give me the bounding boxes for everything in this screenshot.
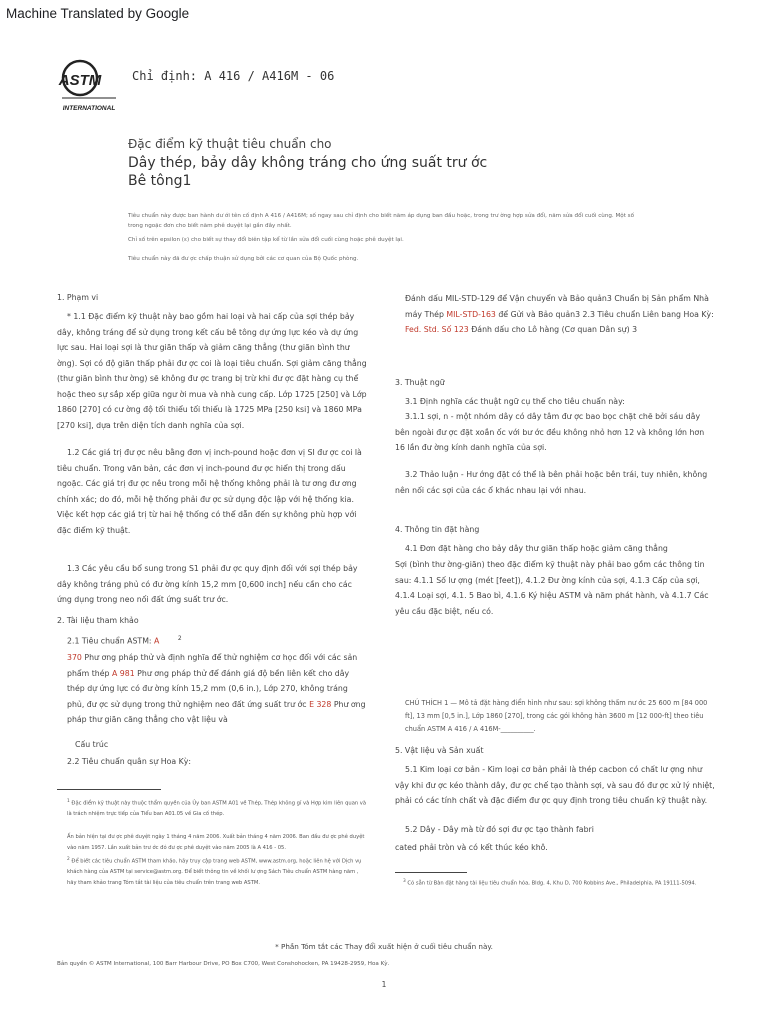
translation-banner	[0, 0, 768, 32]
note-1: CHÚ THÍCH 1 — Mô tả đặt hàng điển hình như sau: sợi không thấm nư ớc 25 600 m [84 000 ft], 13 mm [0,5 in.], Lớp 1860 [270], trong các gói không hàn 3600 m [12 000-ft] theo tiêu chuẩn ASTM A 416 / A 416M-__________.	[405, 699, 708, 733]
para-1-2: 1.2 Các giá trị đư ợc nêu bằng đơn vị inch-pound hoặc đơn vị SI đư ợc coi là tiêu chuẩn. Trong văn bản, các đơn vị inch-pound đư ợc hiển thị trong dấu ngoặc. Các giá trị đư ợc nêu trong mỗi hệ thống không phải là tư ơng đư ơng chính xác; do đó, mỗi hệ thống phải đư ợc sử dụng độc lập với hệ thống kia. Việc kết hợp các giá trị từ hai hệ thống có thể dẫn đến sự không phù hợp với đặc điểm kỹ thuật.	[57, 448, 362, 535]
mil-std-129-text: Đánh dấu MIL-STD-129 để Vận chuyển và Bảo quản3 Chuẩn bị Sản phẩm Nhà máy Thép	[405, 294, 709, 319]
footnote-2-text: Để biết các tiêu chuẩn ASTM tham khảo, hãy truy cập trang web ASTM, www.astm.org, hoặc liên hệ với Dịch vụ khách hàng của ASTM tại service@astm.org. Để biết thông tin về khối lư ợng Sách Tiêu chuẩn ASTM hàng năm , hãy tham khảo trang Tóm tắt tài liệu của tiêu chuẩn trên trang web ASTM.	[67, 858, 362, 886]
para-2-1	[67, 631, 182, 649]
ref-e328-title: Phư ơng pháp thư giãn căng thẳng cho vật liệu và	[67, 699, 366, 724]
footnote-rule-left	[57, 789, 161, 790]
footnote-1-text: Đặc điểm kỹ thuật này thuộc thẩm quyền của Ủy ban ASTM A01 về Thép, Thép không gỉ và Hợp kim liên quan và là trách nhiệm trực tiếp của Tiểu ban A01.05 về Gia cố thép.	[67, 800, 367, 818]
summary-of-changes-note: * Phần Tóm tắt các Thay đổi xuất hiện ở cuối tiêu chuẩn này.	[275, 942, 493, 951]
front-matter-dod: Tiêu chuẩn này đã đư ợc chấp thuận sử dụng bởi các cơ quan của Bộ Quốc phòng.	[128, 256, 359, 262]
para-1-3: 1.3 Các yêu cầu bổ sung trong S1 phải đư ợc quy định đối với sợi thép bảy dây không tráng phủ có đư ờng kính 15,2 mm [0,600 inch] nếu cần cho các ứng dụng trong neo nối đất ứng suất trư ớc.	[57, 564, 358, 604]
ref-a370-title: Phư ơng pháp thử và định nghĩa để thử nghiệm cơ học đối với các sản phẩm thép	[67, 653, 358, 678]
page-number: 1	[381, 980, 387, 989]
svg-text:ASTM: ASTM	[58, 72, 102, 89]
para-4-1-cont: Sợi (bình thư ờng-giãn) theo đặc điểm kỹ thuật này phải bao gồm các thông tin sau: 4.1.1 Số lư ợng (mét [feet]), 4.1.2 Đư ờng kính của sợi, 4.1.3 Cấp của sợi, 4.1.4 Loại sợi, 4.1. 5 Bao bì, 4.1.6 Ký hiệu ASTM và năm phát hành, và 4.1.7 Các yêu cầu đặc biệt, nếu có.	[395, 560, 709, 616]
para-1-1: * 1.1 Đặc điểm kỹ thuật này bao gồm hai loại và hai cấp của sợi thép bảy dây, không tráng để sử dụng trong kết cấu bê tông dự ứng lực kéo và dự ứng lực sau. Hai loại sợi là thư giãn thấp và giảm căng thẳng (thư giãn bình thư ờng). Sợi có độ giãn thấp phải đư ợc coi là loại tiêu chuẩn. Sợi giảm căng thẳng (thư giãn bình thư ờng) sẽ không đư ợc trang bị trừ khi đư ợc đặt hàng cụ thể hoặc theo sự sắp xếp giữa ngư ời mua và nhà cung cấp. Lớp 1725 [250] và Lớp 1860 [270] có cư ờng độ tối thiểu tối thiểu là 1725 MPa [250 ksi] và 1860 MPa [270 ksi], dựa trên diện tích danh nghĩa của sợi.	[57, 312, 367, 430]
footnote-3	[403, 877, 713, 889]
svg-text:INTERNATIONAL: INTERNATIONAL	[62, 105, 116, 112]
footnote-rule-right	[395, 872, 467, 873]
copyright-line: Bản quyền © ASTM International, 100 Barr Harbour Drive, PO Box C700, West Conshohocken, PA 19428-2959, Hoa Kỳ.	[57, 961, 390, 967]
footnote-2-marker: 2	[67, 857, 70, 862]
title-prefix: Đặc điểm kỹ thuật tiêu chuẩn cho	[128, 137, 332, 151]
translation-banner-text: Machine Translated by Google	[6, 6, 190, 21]
footnote-1-marker: 1	[67, 799, 70, 804]
title-main: Dây thép, bảy dây không tráng cho ứng suất trư ớc	[128, 155, 488, 171]
para-2-2-mil-std	[395, 291, 715, 338]
section-3-heading: 3. Thuật ngữ	[395, 378, 445, 387]
ref-a370-entry	[67, 650, 367, 728]
title-main-cont: Bê tông1	[128, 173, 192, 189]
ref-a370-prefix[interactable]: A	[154, 636, 160, 646]
footnote-1-approval: Ấn bản hiện tại đư ợc phê duyệt ngày 1 tháng 4 năm 2006. Xuất bản tháng 4 năm 2006. Ban đầu đư ợc phê duyệt vào năm 1957. Lần xuất bản trư ớc đó đư ợc phê duyệt vào năm 2005 là A 416 - 05.	[67, 834, 365, 851]
front-matter-epsilon: Chỉ số trên epsilon (ε) cho biết sự thay đổi biên tập kể từ lần sửa đổi cuối cùng hoặc phê duyệt lại.	[128, 237, 404, 243]
para-5-2: 5.2 Dây - Dây mà từ đó sợi đư ợc tạo thành fabri	[405, 825, 594, 834]
footnote-2	[67, 855, 367, 888]
mil-std-163-text: để Gửi và Bảo quản3 2.3 Tiêu chuẩn Liên bang Hoa Kỳ:	[498, 309, 714, 319]
designation: Chỉ định: A 416 / A416M - 06	[132, 69, 335, 83]
section-4-heading: 4. Thông tin đặt hàng	[395, 525, 480, 534]
section-5-heading: 5. Vật liệu và Sản xuất	[395, 746, 484, 755]
ref-a981[interactable]: A 981	[111, 668, 135, 678]
para-2-2: 2.2 Tiêu chuẩn quân sự Hoa Kỳ:	[67, 757, 191, 766]
para-5-1: 5.1 Kim loại cơ bản - Kim loại cơ bản phải là thép cacbon có chất lư ợng như vậy khi đư ợc kéo thành dây, đư ợc chế tạo thành sợi, và sau đó đư ợc xử lý nhiệt, phải có các tính chất và đặc điểm đư ợc quy định trong tiêu chuẩn kỹ thuật này.	[395, 765, 715, 805]
footnote-3-text: Có sẵn từ Bàn đặt hàng tài liệu tiêu chuẩn hóa, Bldg. 4, Khu D, 700 Robbins Ave., Philadelphia, PA 19111-5094.	[407, 880, 697, 887]
para-3-1: 3.1 Định nghĩa các thuật ngữ cụ thể cho tiêu chuẩn này:	[405, 397, 625, 406]
section-2-heading: 2. Tài liệu tham khảo	[57, 616, 139, 625]
ref-fed-std-123[interactable]: Fed. Std. Số 123	[405, 325, 469, 334]
footnote-ref-2[interactable]: 2	[177, 635, 182, 642]
ref-e328[interactable]: E 328	[309, 699, 332, 709]
para-3-1-1: 3.1.1 sợi, n - một nhóm dây có dây tâm đư ợc bao bọc chặt chẽ bởi sáu dây bên ngoài đư ợc đặt xoắn ốc với bư ớc đều không nhỏ hơn 12 và không lớn hơn 16 lần đư ờng kính danh nghĩa của sợi.	[395, 412, 705, 452]
para-4-1: 4.1 Đơn đặt hàng cho bảy dây thư giãn thấp hoặc giảm căng thẳng	[405, 544, 668, 553]
ref-a981-title: Phư ơng pháp thử để đánh giá độ bền liên kết cho dây thép dự ứng lực có đư ờng kính 15,2 mm (0,6 in.), Lớp 270, không tráng phủ, đư ợc sử dụng trong thử nghiệm neo đất ứng suất trư ớc	[67, 668, 350, 709]
front-matter-issuance: Tiêu chuẩn này được ban hành dư ới tên cố định A 416 / A416M; số ngay sau chỉ định cho biết năm áp dụng ban đầu hoặc, trong trư ờng hợp sửa đổi, năm sửa đổi cuối cùng. Một số trong ngoặc đơn cho biết năm phê duyệt lại gần đây nhất.	[128, 213, 635, 229]
ref-e328-title-cont: Cấu trúc	[75, 740, 109, 749]
footnote-1	[67, 797, 367, 820]
ref-a370[interactable]: 370	[67, 653, 82, 662]
astm-international-logo	[58, 58, 120, 116]
para-5-2-cont: cated phải tròn và có kết thúc kéo khô.	[395, 843, 548, 852]
ref-mil-std-163[interactable]: MIL-STD-163	[446, 309, 496, 319]
fed-std-123-text: Đánh dấu cho Lô hàng (Cơ quan Dân sự) 3	[471, 325, 638, 334]
footnote-3-marker: 3	[403, 879, 406, 884]
para-2-1-label: 2.1 Tiêu chuẩn ASTM:	[67, 636, 152, 646]
section-1-heading: 1. Phạm vi	[57, 293, 99, 302]
para-3-2: 3.2 Thảo luận - Hư ớng đặt có thể là bên phải hoặc bên trái, tuy nhiên, không nên nối các sợi của các ổ khác nhau lại với nhau.	[395, 470, 708, 495]
